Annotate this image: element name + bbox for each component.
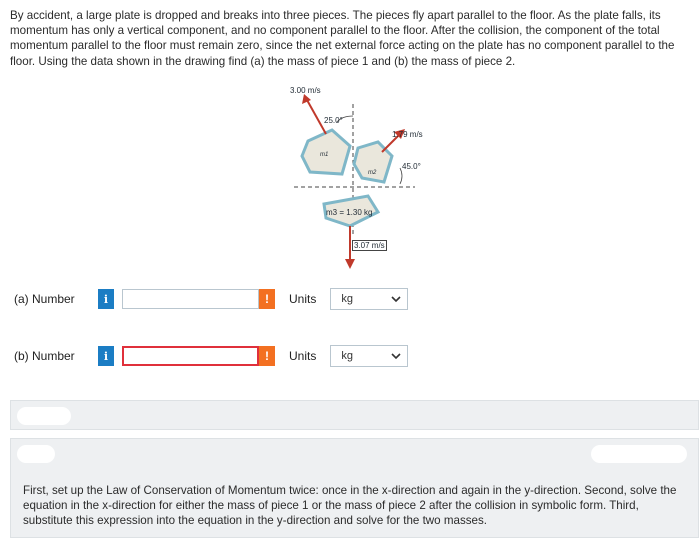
collapsed-panel bbox=[10, 400, 699, 430]
m3-label: m3 = 1.30 kg bbox=[326, 208, 373, 217]
placeholder-pill bbox=[17, 407, 71, 425]
placeholder-pill bbox=[591, 445, 687, 463]
v1-label: 3.00 m/s bbox=[290, 86, 321, 95]
hint-panel bbox=[10, 438, 699, 538]
v2-label: 1.79 m/s bbox=[392, 130, 423, 139]
answer-row-b bbox=[14, 344, 408, 368]
answer-b-units-select[interactable] bbox=[330, 345, 408, 367]
answer-a-units-select[interactable] bbox=[330, 288, 408, 310]
answer-b-unit-value: kg bbox=[341, 350, 353, 362]
warning-icon[interactable]: ! bbox=[259, 346, 275, 366]
warning-icon[interactable]: ! bbox=[259, 289, 275, 309]
m2-label: m2 bbox=[368, 170, 377, 176]
answer-a-prefix: (a) Number bbox=[14, 292, 75, 306]
problem-figure bbox=[280, 86, 430, 276]
info-icon[interactable]: i bbox=[98, 289, 114, 309]
info-icon[interactable]: i bbox=[98, 346, 114, 366]
answer-b-prefix: (b) Number bbox=[14, 349, 75, 363]
answer-b-number-input[interactable] bbox=[122, 346, 259, 366]
chevron-down-icon bbox=[391, 351, 401, 361]
angle1-label: 25.0° bbox=[324, 116, 343, 125]
placeholder-pill bbox=[17, 445, 55, 463]
answer-b-units-label: Units bbox=[289, 349, 317, 363]
m1-label: m1 bbox=[320, 152, 329, 158]
answer-a-units-label: Units bbox=[289, 292, 317, 306]
answer-row-a bbox=[14, 287, 408, 311]
v3-label: 3.07 m/s bbox=[354, 241, 385, 250]
chevron-down-icon bbox=[391, 294, 401, 304]
answer-a-number-input[interactable] bbox=[122, 289, 259, 309]
answer-a-unit-value: kg bbox=[341, 293, 353, 305]
problem-statement: By accident, a large plate is dropped and breaks into three pieces. The pieces fly apart parallel to the floor. As the plate falls, its momentum has only a vertical component, and no component parallel to the floor. After the collision, the component of the total momentum parallel to the floor must remain zero, since the net external force acting on the plate has no component parallel to the floor. Using the data shown in the drawing find (a) the mass of piece 1 and (b) the mass of piece 2. bbox=[10, 9, 675, 68]
hint-text: First, set up the Law of Conservation of Momentum twice: once in the x-direction and again in the y-direction. Second, solve the equation in the x-direction for either the mass of piece 1 or the mass of piece 2 after the collision in symbolic form. Third, substitute this expression into the equation in the y-direction and solve for the two masses. bbox=[23, 484, 677, 528]
angle2-label: 45.0° bbox=[402, 162, 421, 171]
